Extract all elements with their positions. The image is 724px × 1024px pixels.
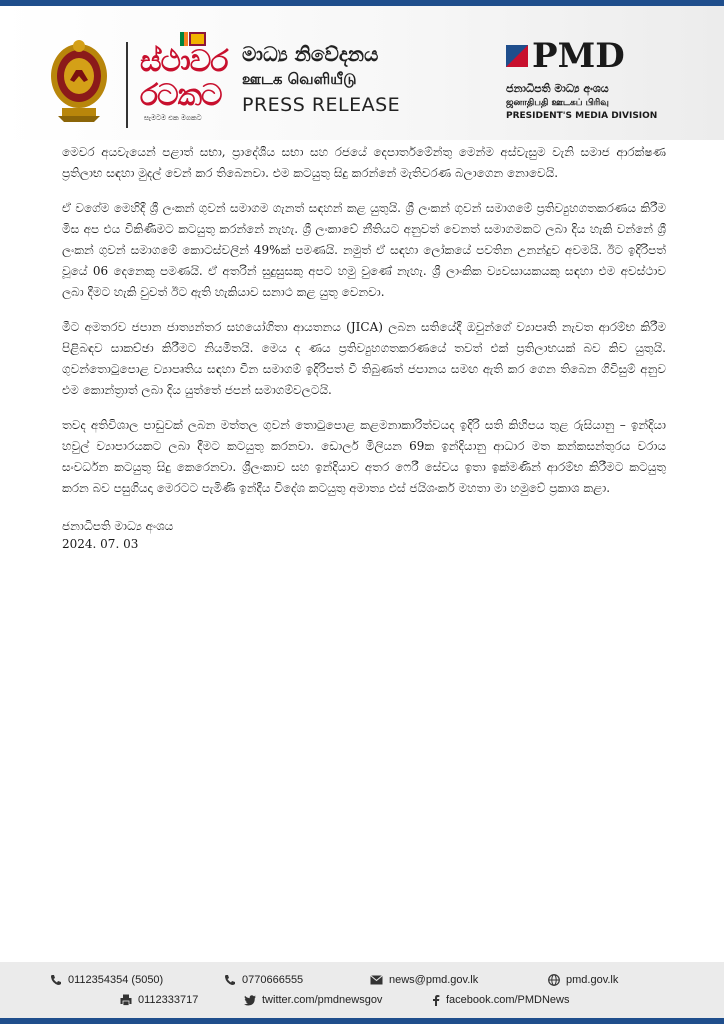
contact-fax bbox=[120, 994, 198, 1006]
phone-icon bbox=[50, 974, 62, 986]
email-icon bbox=[370, 975, 383, 985]
pmd-logo bbox=[506, 36, 716, 76]
press-release-tamil: ஊடக வெளியீடு bbox=[242, 70, 357, 88]
phone-number[interactable]: 0112354354 (5050) bbox=[68, 974, 164, 986]
pmd-logo-block bbox=[506, 36, 716, 121]
press-release-body bbox=[62, 142, 666, 553]
twitter-handle[interactable]: twitter.com/pmdnewsgov bbox=[262, 994, 383, 1006]
mobile-number[interactable]: 0770666555 bbox=[242, 974, 304, 986]
globe-icon bbox=[548, 974, 560, 986]
website-url[interactable]: pmd.gov.lk bbox=[566, 974, 619, 986]
brand-tagline: සැමටම එක මගකට bbox=[144, 114, 202, 122]
pmd-name-tamil: ஜனாதிபதி ஊடகப் பிரிவு bbox=[506, 98, 609, 108]
paragraph: මීට අමතරව ජපාන ජාත්‍යන්තර සහයෝගිතා ආයතනය (JICA) ලබන සතියේදී ඔවුන්ගේ ව්‍යාපෘති නැවත ආරම්භ කිරීම පිළිබඳව සාකච්ඡා කිරීමට නියමිතයි. මෙය ද ණය ප්‍රතිව්‍යුහගතකරණයේ තවත් එක් ප්‍රතිලාභයක් බව කිව යුතුයි. ගුවන්තොටුපොළ ව්‍යාපෘතිය සඳහා චීන සමාගම් ඉදිරිපත් වී තිබුණත් ජපානය සමඟ ඇති කර ගෙන තිබෙන ගිවිසුම් අනුව එම කොන්ත්‍රාත් ලබා දිය යුත්තේ ජපන් සමාගම්වලටයි. bbox=[62, 320, 666, 397]
facebook-page[interactable]: facebook.com/PMDNews bbox=[446, 994, 570, 1006]
contact-mobile bbox=[224, 974, 303, 986]
contact-footer bbox=[0, 962, 724, 1018]
national-emblem-icon bbox=[48, 36, 110, 124]
brand-line-1: ස්ථාවර bbox=[140, 44, 228, 79]
brand-line-2: රටකට bbox=[140, 78, 222, 113]
paragraph: මෙවර අයවැයෙන් පළාත් සභා, ප්‍රාදේශීය සභා සහ රජයේ දෙපාර්තමේන්තු මෙන්ම අස්වැසුම වැනි සමාජ ආරක්ෂණ ප්‍රතිලාභ සඳහා මුදල් වෙන් කර තිබෙනවා. එම කටයුතු සිදු කරන්නේ මැතිවරණ බලාගෙන නොවෙයි. bbox=[62, 145, 666, 180]
contact-twitter bbox=[244, 994, 382, 1006]
fax-icon bbox=[120, 994, 132, 1006]
twitter-icon bbox=[244, 995, 256, 1006]
contact-phone bbox=[50, 974, 163, 986]
press-release-english: PRESS RELEASE bbox=[242, 94, 401, 116]
contact-facebook bbox=[432, 994, 570, 1006]
mobile-icon bbox=[224, 974, 236, 986]
pmd-name-english: PRESIDENT'S MEDIA DIVISION bbox=[506, 111, 658, 121]
release-date: 2024. 07. 03 bbox=[62, 537, 139, 551]
pmd-wordmark: PMD bbox=[532, 36, 625, 76]
bottom-accent-bar bbox=[0, 1018, 724, 1024]
contact-website bbox=[548, 974, 618, 986]
paragraph: ඒ වගේම මෙහිදී ශ්‍රී ලංකන් ගුවන් සමාගම ගැනත් සඳහන් කළ යුතුයි. ශ්‍රී ලංකන් ගුවන් සමාගමේ ප්‍රතිව්‍යුහගතකරණය කිරීම මිස අප එය විකිණීමට කටයුතු කරන්නේ නැහැ. ශ්‍රී ලංකාවේ නීතියට අනුවත් වෙනත් සමාගමකට ලබා දිය හැකි වන්නේ ශ්‍රී ලංකන් ගුවන් සමාගමේ කොටස්වලින් 49%ක් පමණයි. නමුත් ඒ සඳහා ලෝකයේ පවතින උනන්දුව අවමයි. ඊට ඉදිරිපත් වූයේ 06 දෙනෙකු පමණයි. ඒ අතරින් සුදුසුසකු අපට හමු වුණේ නැහැ. ශ්‍රී ලාංකික ව්‍යවසායකයකු සඳහා එම අවස්ථාව ලබා දීමට හැකි වුවත් ඊට ඇති හැකියාව සනාථ කළ යුතු වෙනවා. bbox=[62, 201, 666, 299]
header-divider bbox=[126, 42, 128, 128]
pmd-name-sinhala: ජනාධිපති මාධ්‍ය අංශය bbox=[506, 82, 609, 95]
fax-number[interactable]: 0112333717 bbox=[138, 994, 199, 1006]
press-release-sinhala: මාධ්‍ය නිවේදනය bbox=[242, 42, 379, 66]
signature bbox=[62, 517, 666, 553]
letterhead bbox=[0, 6, 724, 140]
facebook-icon bbox=[432, 994, 440, 1006]
contact-email bbox=[370, 974, 478, 986]
press-release-title bbox=[242, 42, 412, 116]
email-address[interactable]: news@pmd.gov.lk bbox=[389, 974, 479, 986]
pmd-mark-icon bbox=[506, 45, 528, 67]
stable-country-logo bbox=[140, 32, 228, 126]
paragraph: තවද අතිවිශාල පාඩුවක් ලබන මත්තල ගුවන් තොටුපොළ කළමනාකාරිත්වයද ඉදිරි සති කිහිපය තුළ රුසියානු – ඉන්දියා හවුල් ව්‍යාපාරයකට ලබා දීමට කටයුතු කරනවා. ඩොලර් මිලියන 69ක ඉන්දියානු ආධාර මත කන්කසන්තුරය වරාය සංවර්ධන කටයුතු සිදු කෙරෙනවා. ශ්‍රීලංකාව සහ ඉන්දියාව අතර ෆෙරී සේවය ඉතා ඉක්මණින් ආරම්භ කිරීමට කටයුතු කරන බව පසුගියදා මෙරටට පැමිණි ඉන්දීය විදේශ කටයුතු අමාත්‍ය එස් ජයිශංකර් මහතා මා හමුවේ ප්‍රකාශ කළා. bbox=[62, 418, 666, 495]
signature-org: ජනාධිපති මාධ්‍ය අංශය bbox=[62, 519, 174, 533]
